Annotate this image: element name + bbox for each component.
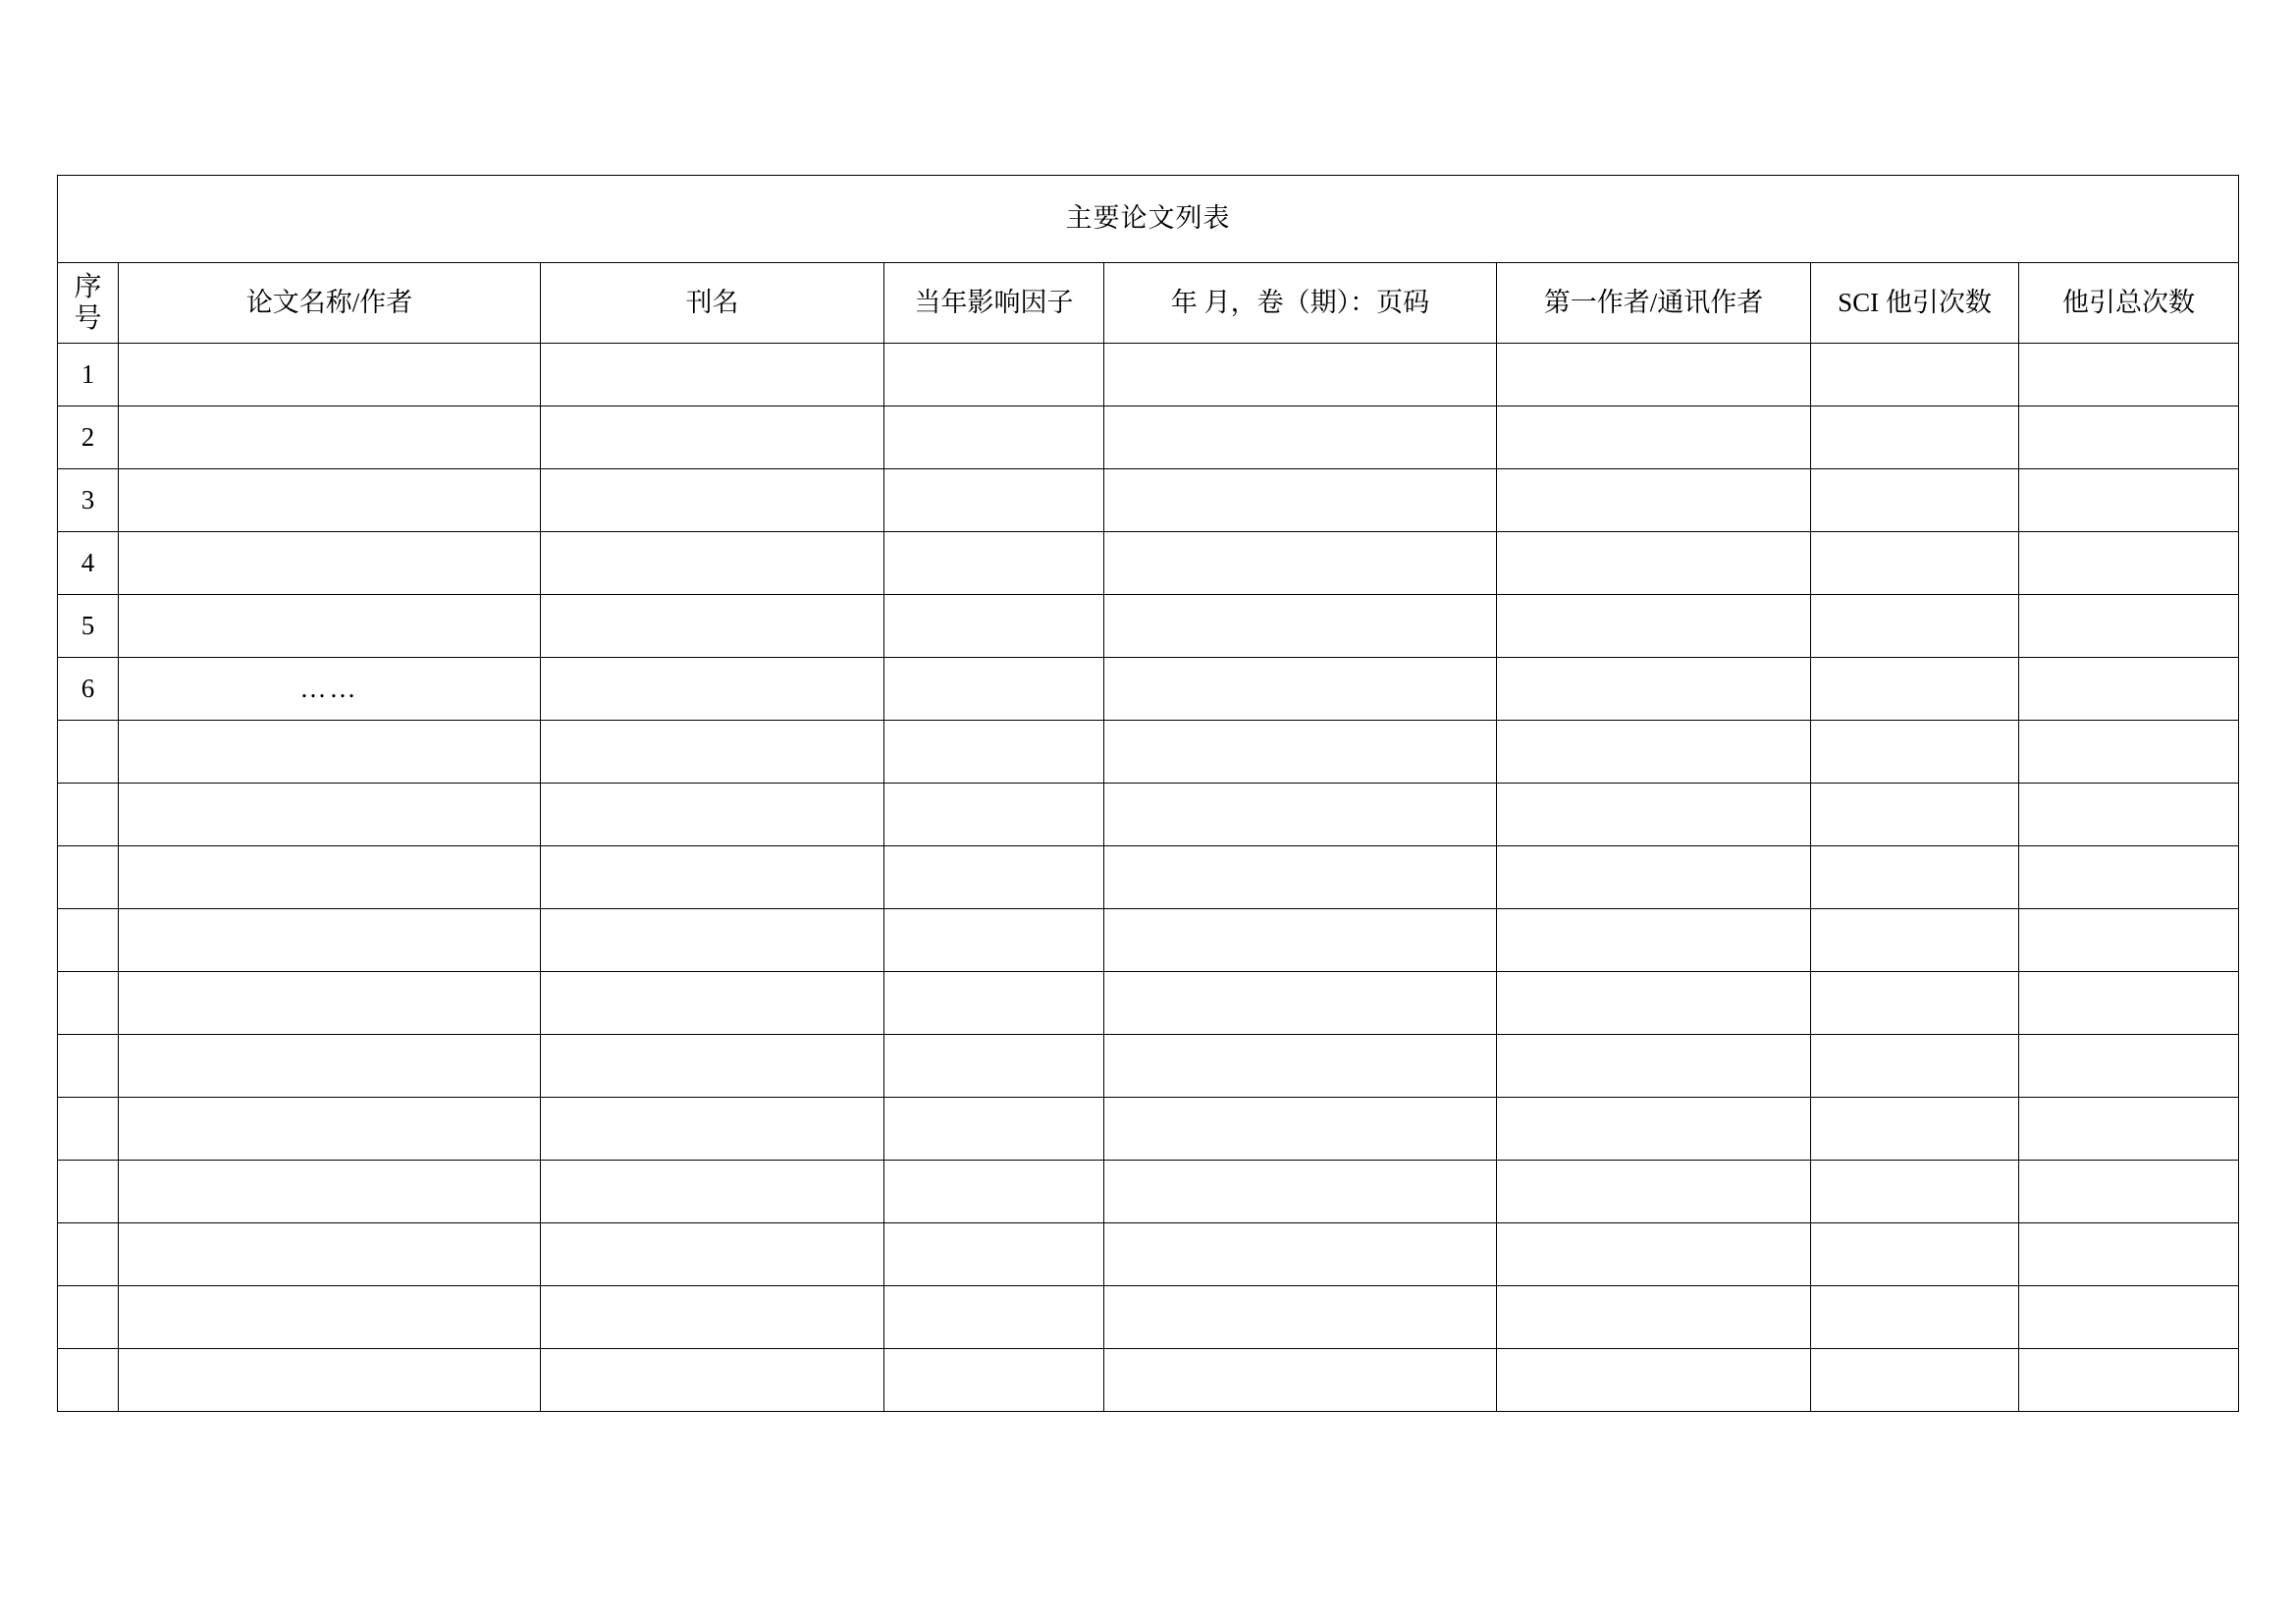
cell-total-citations[interactable] — [2019, 1161, 2239, 1223]
row-index — [58, 1098, 119, 1161]
column-header-impact-factor: 当年影响因子 — [884, 263, 1104, 344]
cell-impact-factor[interactable] — [884, 846, 1104, 909]
cell-sci-citations[interactable] — [1811, 784, 2019, 846]
cell-paper-title-author[interactable] — [119, 469, 541, 532]
cell-paper-title-author[interactable] — [119, 1349, 541, 1412]
row-index: 6 — [58, 658, 119, 721]
column-header-paper-title-author: 论文名称/作者 — [119, 263, 541, 344]
table-title-row — [58, 176, 2239, 263]
cell-year-month-volume-pages[interactable] — [1104, 1161, 1497, 1223]
cell-sci-citations[interactable] — [1811, 972, 2019, 1035]
cell-total-citations[interactable] — [2019, 721, 2239, 784]
cell-journal[interactable] — [541, 658, 884, 721]
cell-total-citations[interactable] — [2019, 1035, 2239, 1098]
row-index — [58, 1161, 119, 1223]
table-row — [58, 1286, 2239, 1349]
cell-sci-citations[interactable] — [1811, 658, 2019, 721]
table-row — [58, 846, 2239, 909]
cell-year-month-volume-pages[interactable] — [1104, 658, 1497, 721]
column-header-sci-citations: SCI 他引次数 — [1811, 263, 2019, 344]
cell-impact-factor[interactable] — [884, 1161, 1104, 1223]
cell-total-citations[interactable] — [2019, 972, 2239, 1035]
cell-impact-factor[interactable] — [884, 532, 1104, 595]
table-row — [58, 1035, 2239, 1098]
cell-paper-title-author[interactable] — [119, 1223, 541, 1286]
table-row — [58, 1098, 2239, 1161]
cell-total-citations[interactable] — [2019, 846, 2239, 909]
cell-total-citations[interactable] — [2019, 1223, 2239, 1286]
table-header-row — [58, 263, 2239, 344]
cell-first-corresponding-author[interactable] — [1497, 469, 1811, 532]
table-row — [58, 721, 2239, 784]
cell-total-citations[interactable] — [2019, 406, 2239, 469]
row-index — [58, 1349, 119, 1412]
cell-sci-citations[interactable] — [1811, 1349, 2019, 1412]
cell-first-corresponding-author[interactable] — [1497, 972, 1811, 1035]
cell-sci-citations[interactable] — [1811, 344, 2019, 406]
cell-total-citations[interactable] — [2019, 1349, 2239, 1412]
main-papers-table — [57, 175, 2239, 1412]
cell-sci-citations[interactable] — [1811, 1223, 2019, 1286]
cell-total-citations[interactable] — [2019, 658, 2239, 721]
cell-journal[interactable] — [541, 972, 884, 1035]
cell-journal[interactable] — [541, 406, 884, 469]
cell-total-citations[interactable] — [2019, 532, 2239, 595]
cell-impact-factor[interactable] — [884, 909, 1104, 972]
cell-journal[interactable] — [541, 721, 884, 784]
cell-journal[interactable] — [541, 846, 884, 909]
cell-sci-citations[interactable] — [1811, 846, 2019, 909]
cell-impact-factor[interactable] — [884, 1035, 1104, 1098]
cell-impact-factor[interactable] — [884, 469, 1104, 532]
cell-first-corresponding-author[interactable] — [1497, 1349, 1811, 1412]
table-row — [58, 469, 2239, 532]
cell-paper-title-author[interactable] — [119, 784, 541, 846]
cell-year-month-volume-pages[interactable] — [1104, 846, 1497, 909]
cell-paper-title-author[interactable]: …… — [119, 658, 541, 721]
row-index — [58, 972, 119, 1035]
cell-total-citations[interactable] — [2019, 595, 2239, 658]
cell-year-month-volume-pages[interactable] — [1104, 406, 1497, 469]
cell-impact-factor[interactable] — [884, 972, 1104, 1035]
cell-journal[interactable] — [541, 1035, 884, 1098]
table-row — [58, 406, 2239, 469]
cell-paper-title-author[interactable] — [119, 972, 541, 1035]
cell-year-month-volume-pages[interactable] — [1104, 1349, 1497, 1412]
cell-impact-factor[interactable] — [884, 784, 1104, 846]
cell-journal[interactable] — [541, 1223, 884, 1286]
cell-paper-title-author[interactable] — [119, 1035, 541, 1098]
table-row — [58, 784, 2239, 846]
column-header-year-month-volume-pages: 年 月，卷（期）：页码 — [1104, 263, 1497, 344]
column-header-index — [58, 263, 119, 344]
cell-year-month-volume-pages[interactable] — [1104, 595, 1497, 658]
cell-paper-title-author[interactable] — [119, 1098, 541, 1161]
cell-year-month-volume-pages[interactable] — [1104, 532, 1497, 595]
cell-first-corresponding-author[interactable] — [1497, 1161, 1811, 1223]
column-header-total-citations: 他引总次数 — [2019, 263, 2239, 344]
cell-journal[interactable] — [541, 532, 884, 595]
cell-journal[interactable] — [541, 1098, 884, 1161]
cell-impact-factor[interactable] — [884, 595, 1104, 658]
table-row — [58, 532, 2239, 595]
cell-year-month-volume-pages[interactable] — [1104, 972, 1497, 1035]
cell-first-corresponding-author[interactable] — [1497, 721, 1811, 784]
row-index — [58, 784, 119, 846]
cell-sci-citations[interactable] — [1811, 469, 2019, 532]
cell-impact-factor[interactable] — [884, 721, 1104, 784]
cell-journal[interactable] — [541, 1286, 884, 1349]
cell-sci-citations[interactable] — [1811, 1286, 2019, 1349]
cell-journal[interactable] — [541, 344, 884, 406]
cell-paper-title-author[interactable] — [119, 721, 541, 784]
cell-impact-factor[interactable] — [884, 1349, 1104, 1412]
cell-first-corresponding-author[interactable] — [1497, 658, 1811, 721]
cell-first-corresponding-author[interactable] — [1497, 909, 1811, 972]
cell-paper-title-author[interactable] — [119, 1161, 541, 1223]
cell-impact-factor[interactable] — [884, 1098, 1104, 1161]
cell-total-citations[interactable] — [2019, 469, 2239, 532]
cell-sci-citations[interactable] — [1811, 595, 2019, 658]
cell-sci-citations[interactable] — [1811, 1035, 2019, 1098]
table-row — [58, 658, 2239, 721]
cell-first-corresponding-author[interactable] — [1497, 595, 1811, 658]
cell-paper-title-author[interactable] — [119, 406, 541, 469]
cell-sci-citations[interactable] — [1811, 532, 2019, 595]
cell-journal[interactable] — [541, 784, 884, 846]
cell-total-citations[interactable] — [2019, 1286, 2239, 1349]
row-index — [58, 1035, 119, 1098]
cell-year-month-volume-pages[interactable] — [1104, 1035, 1497, 1098]
cell-impact-factor[interactable] — [884, 344, 1104, 406]
column-header-journal: 刊名 — [541, 263, 884, 344]
cell-year-month-volume-pages[interactable] — [1104, 1098, 1497, 1161]
cell-paper-title-author[interactable] — [119, 846, 541, 909]
cell-total-citations[interactable] — [2019, 344, 2239, 406]
row-index: 4 — [58, 532, 119, 595]
cell-first-corresponding-author[interactable] — [1497, 1035, 1811, 1098]
column-header-index-line2: 号 — [74, 302, 102, 334]
cell-first-corresponding-author[interactable] — [1497, 1286, 1811, 1349]
cell-first-corresponding-author[interactable] — [1497, 1098, 1811, 1161]
table-row — [58, 909, 2239, 972]
table-row — [58, 1349, 2239, 1412]
cell-journal[interactable] — [541, 1161, 884, 1223]
cell-sci-citations[interactable] — [1811, 721, 2019, 784]
table-row — [58, 344, 2239, 406]
row-index — [58, 1223, 119, 1286]
cell-first-corresponding-author[interactable] — [1497, 406, 1811, 469]
cell-impact-factor[interactable] — [884, 1286, 1104, 1349]
cell-first-corresponding-author[interactable] — [1497, 532, 1811, 595]
row-index: 2 — [58, 406, 119, 469]
cell-impact-factor[interactable] — [884, 406, 1104, 469]
cell-journal[interactable] — [541, 909, 884, 972]
row-index — [58, 909, 119, 972]
cell-sci-citations[interactable] — [1811, 909, 2019, 972]
cell-journal[interactable] — [541, 1349, 884, 1412]
cell-paper-title-author[interactable] — [119, 909, 541, 972]
cell-first-corresponding-author[interactable] — [1497, 784, 1811, 846]
page-title: 主要论文列表 — [58, 176, 2239, 263]
cell-year-month-volume-pages[interactable] — [1104, 784, 1497, 846]
cell-total-citations[interactable] — [2019, 909, 2239, 972]
cell-sci-citations[interactable] — [1811, 406, 2019, 469]
table-row — [58, 1161, 2239, 1223]
row-index — [58, 721, 119, 784]
cell-impact-factor[interactable] — [884, 1223, 1104, 1286]
column-header-first-corresponding-author: 第一作者/通讯作者 — [1497, 263, 1811, 344]
cell-year-month-volume-pages[interactable] — [1104, 1223, 1497, 1286]
table-row — [58, 595, 2239, 658]
table-row — [58, 1223, 2239, 1286]
row-index: 1 — [58, 344, 119, 406]
cell-first-corresponding-author[interactable] — [1497, 846, 1811, 909]
cell-year-month-volume-pages[interactable] — [1104, 1286, 1497, 1349]
cell-year-month-volume-pages[interactable] — [1104, 909, 1497, 972]
row-index: 3 — [58, 469, 119, 532]
cell-year-month-volume-pages[interactable] — [1104, 344, 1497, 406]
cell-journal[interactable] — [541, 595, 884, 658]
cell-sci-citations[interactable] — [1811, 1161, 2019, 1223]
table-row — [58, 972, 2239, 1035]
cell-impact-factor[interactable] — [884, 658, 1104, 721]
cell-total-citations[interactable] — [2019, 1098, 2239, 1161]
row-index — [58, 846, 119, 909]
column-header-index-line1: 序 — [74, 272, 102, 303]
cell-year-month-volume-pages[interactable] — [1104, 469, 1497, 532]
cell-year-month-volume-pages[interactable] — [1104, 721, 1497, 784]
row-index: 5 — [58, 595, 119, 658]
cell-first-corresponding-author[interactable] — [1497, 344, 1811, 406]
cell-sci-citations[interactable] — [1811, 1098, 2019, 1161]
cell-first-corresponding-author[interactable] — [1497, 1223, 1811, 1286]
cell-paper-title-author[interactable] — [119, 1286, 541, 1349]
cell-total-citations[interactable] — [2019, 784, 2239, 846]
cell-paper-title-author[interactable] — [119, 344, 541, 406]
row-index — [58, 1286, 119, 1349]
cell-paper-title-author[interactable] — [119, 532, 541, 595]
cell-journal[interactable] — [541, 469, 884, 532]
cell-paper-title-author[interactable] — [119, 595, 541, 658]
